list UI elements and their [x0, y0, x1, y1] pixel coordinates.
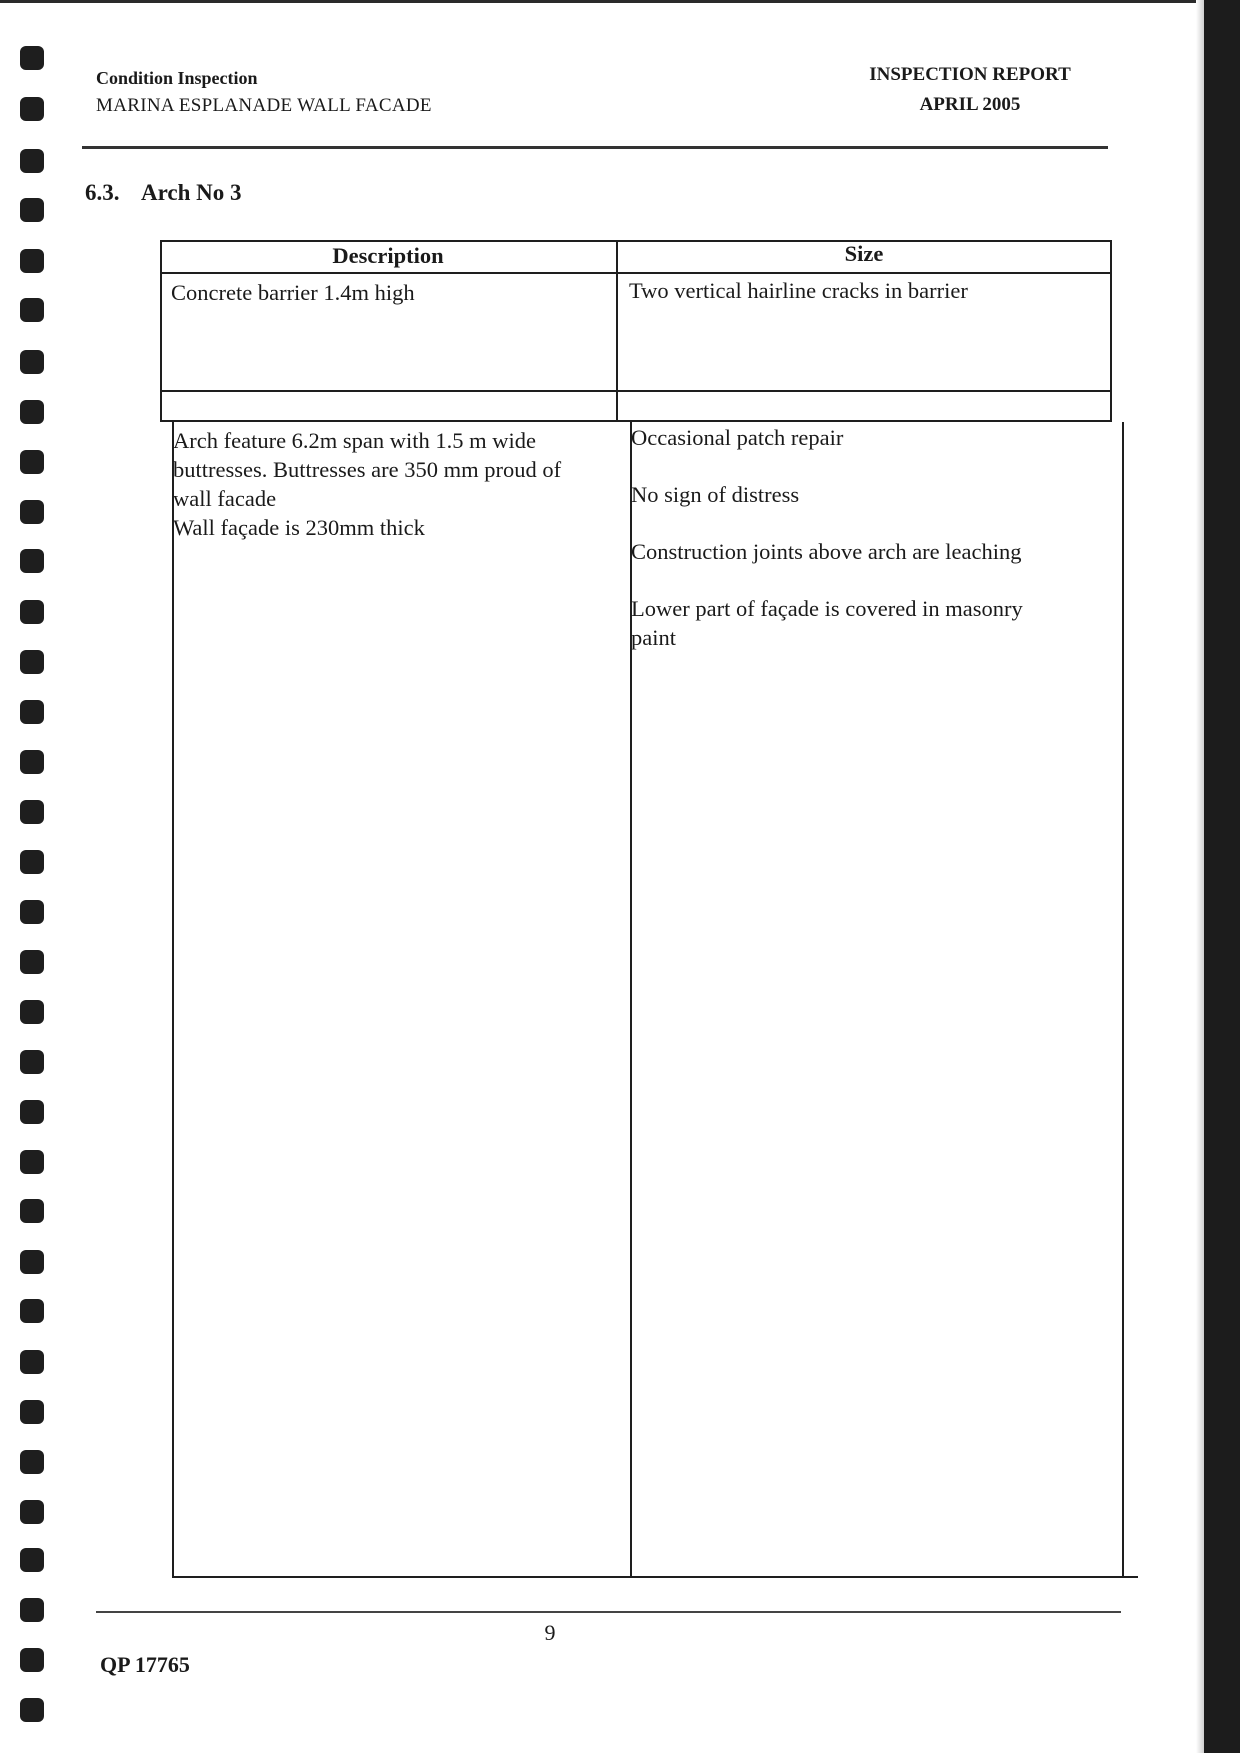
footer-divider [96, 1611, 1121, 1613]
cell-line: paint [631, 625, 676, 650]
binding-hole [20, 1350, 44, 1374]
scan-edge-right [1204, 0, 1240, 1753]
column-header-size: Size [844, 241, 884, 266]
binding-hole [20, 249, 44, 273]
inspection-table [160, 240, 1125, 1578]
binding-hole [20, 1598, 44, 1622]
page-edge-shadow [1196, 0, 1204, 1753]
table-cell-size [629, 276, 968, 305]
cell-line: wall facade [173, 486, 277, 511]
binding-hole [20, 1050, 44, 1074]
table-row-rule [160, 420, 1112, 422]
table-border-bottom [172, 1576, 1138, 1578]
header-divider [82, 146, 1108, 149]
table-cell-description [171, 278, 415, 307]
binding-hole [20, 1199, 44, 1223]
header-doc-type: Condition Inspection [96, 68, 258, 88]
binding-hole [20, 400, 44, 424]
binding-hole [20, 1450, 44, 1474]
table-cell-size [631, 423, 1023, 652]
binding-hole [20, 600, 44, 624]
header-report-title: INSPECTION REPORT [869, 64, 1071, 85]
binding-hole [20, 549, 44, 573]
section-number: 6.3. [85, 180, 120, 205]
cell-line: Construction joints above arch are leaching [631, 539, 1022, 564]
table-border-right [1122, 422, 1124, 1578]
binding-hole [20, 850, 44, 874]
table-row-rule [160, 390, 1112, 392]
header-right [860, 60, 1080, 120]
binding-hole [20, 97, 44, 121]
cell-line: Lower part of façade is covered in masonry [631, 596, 1023, 621]
cell-line: Wall façade is 230mm thick [173, 515, 425, 540]
header-report-date: APRIL 2005 [919, 94, 1021, 115]
cell-line: Two vertical hairline cracks in barrier [629, 278, 968, 303]
binding-hole [20, 1299, 44, 1323]
table-border-left [172, 422, 174, 1578]
page-number: 9 [544, 1620, 556, 1645]
binding-holes [20, 0, 46, 1753]
table-border-right-upper [1110, 240, 1112, 422]
binding-hole [20, 450, 44, 474]
binding-hole [20, 198, 44, 222]
binding-hole [20, 1250, 44, 1274]
binding-hole [20, 1000, 44, 1024]
binding-hole [20, 1648, 44, 1672]
binding-hole [20, 800, 44, 824]
binding-hole [20, 900, 44, 924]
binding-hole [20, 750, 44, 774]
cell-line: Occasional patch repair [631, 425, 844, 450]
cell-line: Concrete barrier 1.4m high [171, 280, 415, 305]
binding-hole [20, 950, 44, 974]
cell-line: buttresses. Buttresses are 350 mm proud of [173, 457, 562, 482]
table-cell-description [173, 426, 561, 542]
binding-hole [20, 1548, 44, 1572]
scan-edge-top [0, 0, 1240, 3]
cell-line: No sign of distress [631, 482, 800, 507]
binding-hole [20, 149, 44, 173]
column-header-description: Description [332, 243, 444, 268]
section-heading [85, 180, 242, 206]
binding-hole [20, 350, 44, 374]
section-title: Arch No 3 [141, 180, 242, 205]
binding-hole [20, 1100, 44, 1124]
binding-hole [20, 46, 44, 70]
binding-hole [20, 500, 44, 524]
binding-hole [20, 1400, 44, 1424]
binding-hole [20, 650, 44, 674]
binding-hole [20, 1500, 44, 1524]
table-column-divider-upper [616, 240, 618, 422]
document-reference: QP 17765 [100, 1652, 190, 1677]
table-header-rule [160, 272, 1112, 274]
cell-line: Arch feature 6.2m span with 1.5 m wide [173, 428, 537, 453]
binding-hole [20, 700, 44, 724]
binding-hole [20, 1698, 44, 1722]
header-project-name: MARINA ESPLANADE WALL FACADE [96, 95, 432, 116]
binding-hole [20, 298, 44, 322]
binding-hole [20, 1150, 44, 1174]
header-left [96, 64, 432, 120]
